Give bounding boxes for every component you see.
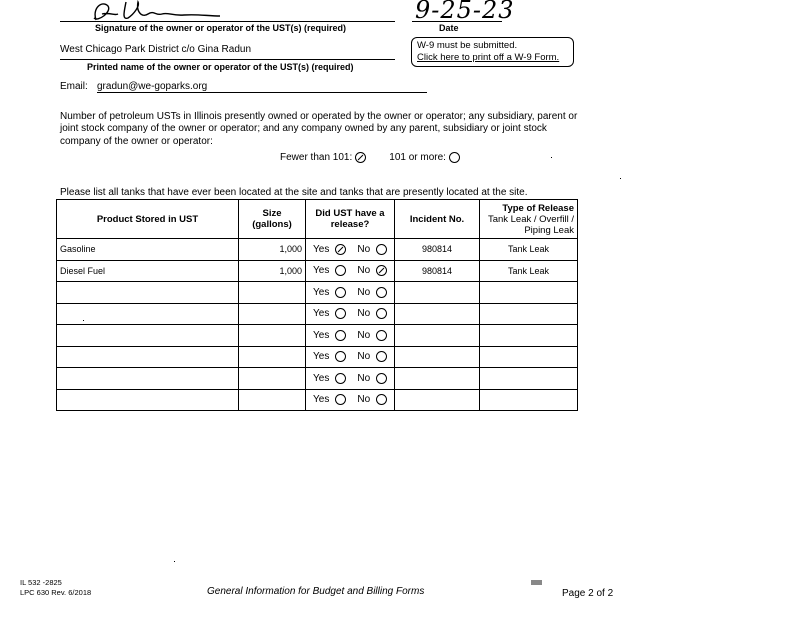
email-line xyxy=(97,92,427,93)
release-no-radio[interactable] xyxy=(376,287,387,298)
yes-label: Yes xyxy=(313,329,330,341)
form-code xyxy=(20,578,91,598)
size-cell[interactable]: 1,000 xyxy=(239,239,306,261)
yes-label: Yes xyxy=(313,265,330,277)
yes-label: Yes xyxy=(313,243,330,255)
fewer-than-101-radio[interactable] xyxy=(355,152,366,163)
release-no-radio[interactable] xyxy=(376,308,387,319)
no-option xyxy=(357,265,387,276)
table-row xyxy=(57,325,578,347)
header-release: Did UST have a release? xyxy=(306,200,395,239)
form-code-line2: LPC 630 Rev. 6/2018 xyxy=(20,588,92,597)
header-release-type xyxy=(480,200,578,239)
no-label: No xyxy=(357,286,371,298)
product-cell[interactable]: Diesel Fuel xyxy=(57,260,239,282)
w9-notice-box xyxy=(411,37,574,67)
yes-label: Yes xyxy=(313,308,330,320)
tanks-table xyxy=(56,199,578,411)
yes-label: Yes xyxy=(313,394,330,406)
release-cell xyxy=(306,346,395,368)
release-type-cell[interactable] xyxy=(480,346,578,368)
release-cell xyxy=(306,368,395,390)
size-cell[interactable] xyxy=(239,282,306,304)
release-cell xyxy=(306,239,395,261)
incident-cell[interactable] xyxy=(395,389,480,411)
incident-cell[interactable] xyxy=(395,346,480,368)
product-cell[interactable] xyxy=(57,325,239,347)
release-type-cell[interactable]: Tank Leak xyxy=(480,260,578,282)
table-row xyxy=(57,239,578,261)
no-label: No xyxy=(357,372,371,384)
product-cell[interactable] xyxy=(57,346,239,368)
product-cell[interactable] xyxy=(57,303,239,325)
ust-count-question: Number of petroleum USTs in Illinois presently owned or operated by the owner or operator; any subsidiary, parent or joint stock company of the owner or operator; and any company owned by any parent, subsidiary or joint stock company of the owner or operator: xyxy=(60,111,578,147)
table-row xyxy=(57,368,578,390)
size-cell[interactable]: 1,000 xyxy=(239,260,306,282)
yes-label: Yes xyxy=(313,372,330,384)
footer-title: General Information for Budget and Billing Forms xyxy=(207,586,425,597)
release-no-radio[interactable] xyxy=(376,373,387,384)
product-cell[interactable]: Gasoline xyxy=(57,239,239,261)
no-label: No xyxy=(357,265,371,277)
date-line xyxy=(412,21,502,22)
tanks-intro: Please list all tanks that have ever been located at the site and tanks that are presently located at the site. xyxy=(60,187,528,198)
email-label: Email: xyxy=(60,81,88,92)
release-type-cell[interactable]: Tank Leak xyxy=(480,239,578,261)
form-code-line1: IL 532 -2825 xyxy=(20,578,62,587)
incident-cell[interactable] xyxy=(395,303,480,325)
signature-label: Signature of the owner or operator of the UST(s) (required) xyxy=(95,23,347,33)
release-no-radio[interactable] xyxy=(376,244,387,255)
101-or-more-radio[interactable] xyxy=(449,152,460,163)
header-incident: Incident No. xyxy=(395,200,480,239)
date-label: Date xyxy=(439,23,459,33)
header-product: Product Stored in UST xyxy=(57,200,239,239)
w9-notice-text: W-9 must be submitted. xyxy=(417,40,518,51)
header-size: Size (gallons) xyxy=(239,200,306,239)
product-cell[interactable] xyxy=(57,368,239,390)
no-label: No xyxy=(357,394,371,406)
no-label: No xyxy=(357,243,371,255)
no-label: No xyxy=(357,308,371,320)
no-option xyxy=(357,308,387,319)
yes-label: Yes xyxy=(313,286,330,298)
no-option xyxy=(357,287,387,298)
release-cell xyxy=(306,389,395,411)
no-option xyxy=(357,394,387,405)
no-option xyxy=(357,373,387,384)
fewer-than-101-label: Fewer than 101: xyxy=(280,152,353,163)
release-type-cell[interactable] xyxy=(480,325,578,347)
release-no-radio[interactable] xyxy=(376,394,387,405)
release-yes-radio[interactable] xyxy=(335,244,346,255)
release-yes-radio[interactable] xyxy=(335,351,346,362)
release-yes-radio[interactable] xyxy=(335,394,346,405)
scan-speck xyxy=(620,178,621,179)
incident-cell[interactable] xyxy=(395,325,480,347)
incident-cell[interactable]: 980814 xyxy=(395,260,480,282)
scan-artifact xyxy=(531,580,542,585)
release-no-radio[interactable] xyxy=(376,330,387,341)
scan-speck xyxy=(551,157,552,158)
w9-form-link[interactable]: Click here to print off a W-9 Form. xyxy=(417,52,560,63)
page-number: Page 2 of 2 xyxy=(562,588,614,599)
size-cell[interactable] xyxy=(239,325,306,347)
yes-option xyxy=(313,330,346,341)
release-yes-radio[interactable] xyxy=(335,373,346,384)
table-header-row xyxy=(57,200,578,239)
size-cell[interactable] xyxy=(239,389,306,411)
no-option xyxy=(357,244,387,255)
release-cell xyxy=(306,325,395,347)
release-type-cell[interactable] xyxy=(480,282,578,304)
yes-option xyxy=(313,287,346,298)
release-cell xyxy=(306,303,395,325)
release-yes-radio[interactable] xyxy=(335,265,346,276)
size-cell[interactable] xyxy=(239,346,306,368)
header-release-type-title: Type of Release xyxy=(502,202,574,214)
scan-speck xyxy=(83,320,84,321)
table-row xyxy=(57,303,578,325)
release-yes-radio[interactable] xyxy=(335,308,346,319)
incident-cell[interactable] xyxy=(395,368,480,390)
101-or-more-label: 101 or more: xyxy=(389,152,446,163)
table-row xyxy=(57,282,578,304)
no-option xyxy=(357,351,387,362)
yes-option xyxy=(313,394,346,405)
scan-speck xyxy=(174,561,175,562)
release-cell xyxy=(306,260,395,282)
table-row xyxy=(57,346,578,368)
table-row xyxy=(57,260,578,282)
yes-label: Yes xyxy=(313,351,330,363)
size-cell[interactable] xyxy=(239,303,306,325)
release-no-radio[interactable] xyxy=(376,265,387,276)
owner-name-line xyxy=(60,59,395,60)
release-type-cell[interactable] xyxy=(480,368,578,390)
release-no-radio[interactable] xyxy=(376,351,387,362)
signature-date: 9-25-23 xyxy=(415,0,515,24)
release-yes-radio[interactable] xyxy=(335,287,346,298)
yes-option xyxy=(313,351,346,362)
release-yes-radio[interactable] xyxy=(335,330,346,341)
owner-name-label: Printed name of the owner or operator of the UST(s) (required) xyxy=(87,62,354,72)
no-label: No xyxy=(357,329,371,341)
release-type-cell[interactable] xyxy=(480,303,578,325)
yes-option xyxy=(313,308,346,319)
no-option xyxy=(357,330,387,341)
email-field[interactable]: gradun@we-goparks.org xyxy=(97,81,208,92)
product-cell[interactable] xyxy=(57,389,239,411)
yes-option xyxy=(313,265,346,276)
no-label: No xyxy=(357,351,371,363)
size-cell[interactable] xyxy=(239,368,306,390)
release-type-cell[interactable] xyxy=(480,389,578,411)
incident-cell[interactable] xyxy=(395,282,480,304)
product-cell[interactable] xyxy=(57,282,239,304)
yes-option xyxy=(313,373,346,384)
tanks-table-body xyxy=(57,239,578,411)
owner-name: West Chicago Park District c/o Gina Radun xyxy=(60,44,252,55)
header-release-type-sub: Tank Leak / Overfill / Piping Leak xyxy=(487,213,574,236)
ust-count-options xyxy=(280,152,460,163)
incident-cell[interactable]: 980814 xyxy=(395,239,480,261)
table-row xyxy=(57,389,578,411)
signature-line xyxy=(60,21,395,22)
yes-option xyxy=(313,244,346,255)
release-cell xyxy=(306,282,395,304)
